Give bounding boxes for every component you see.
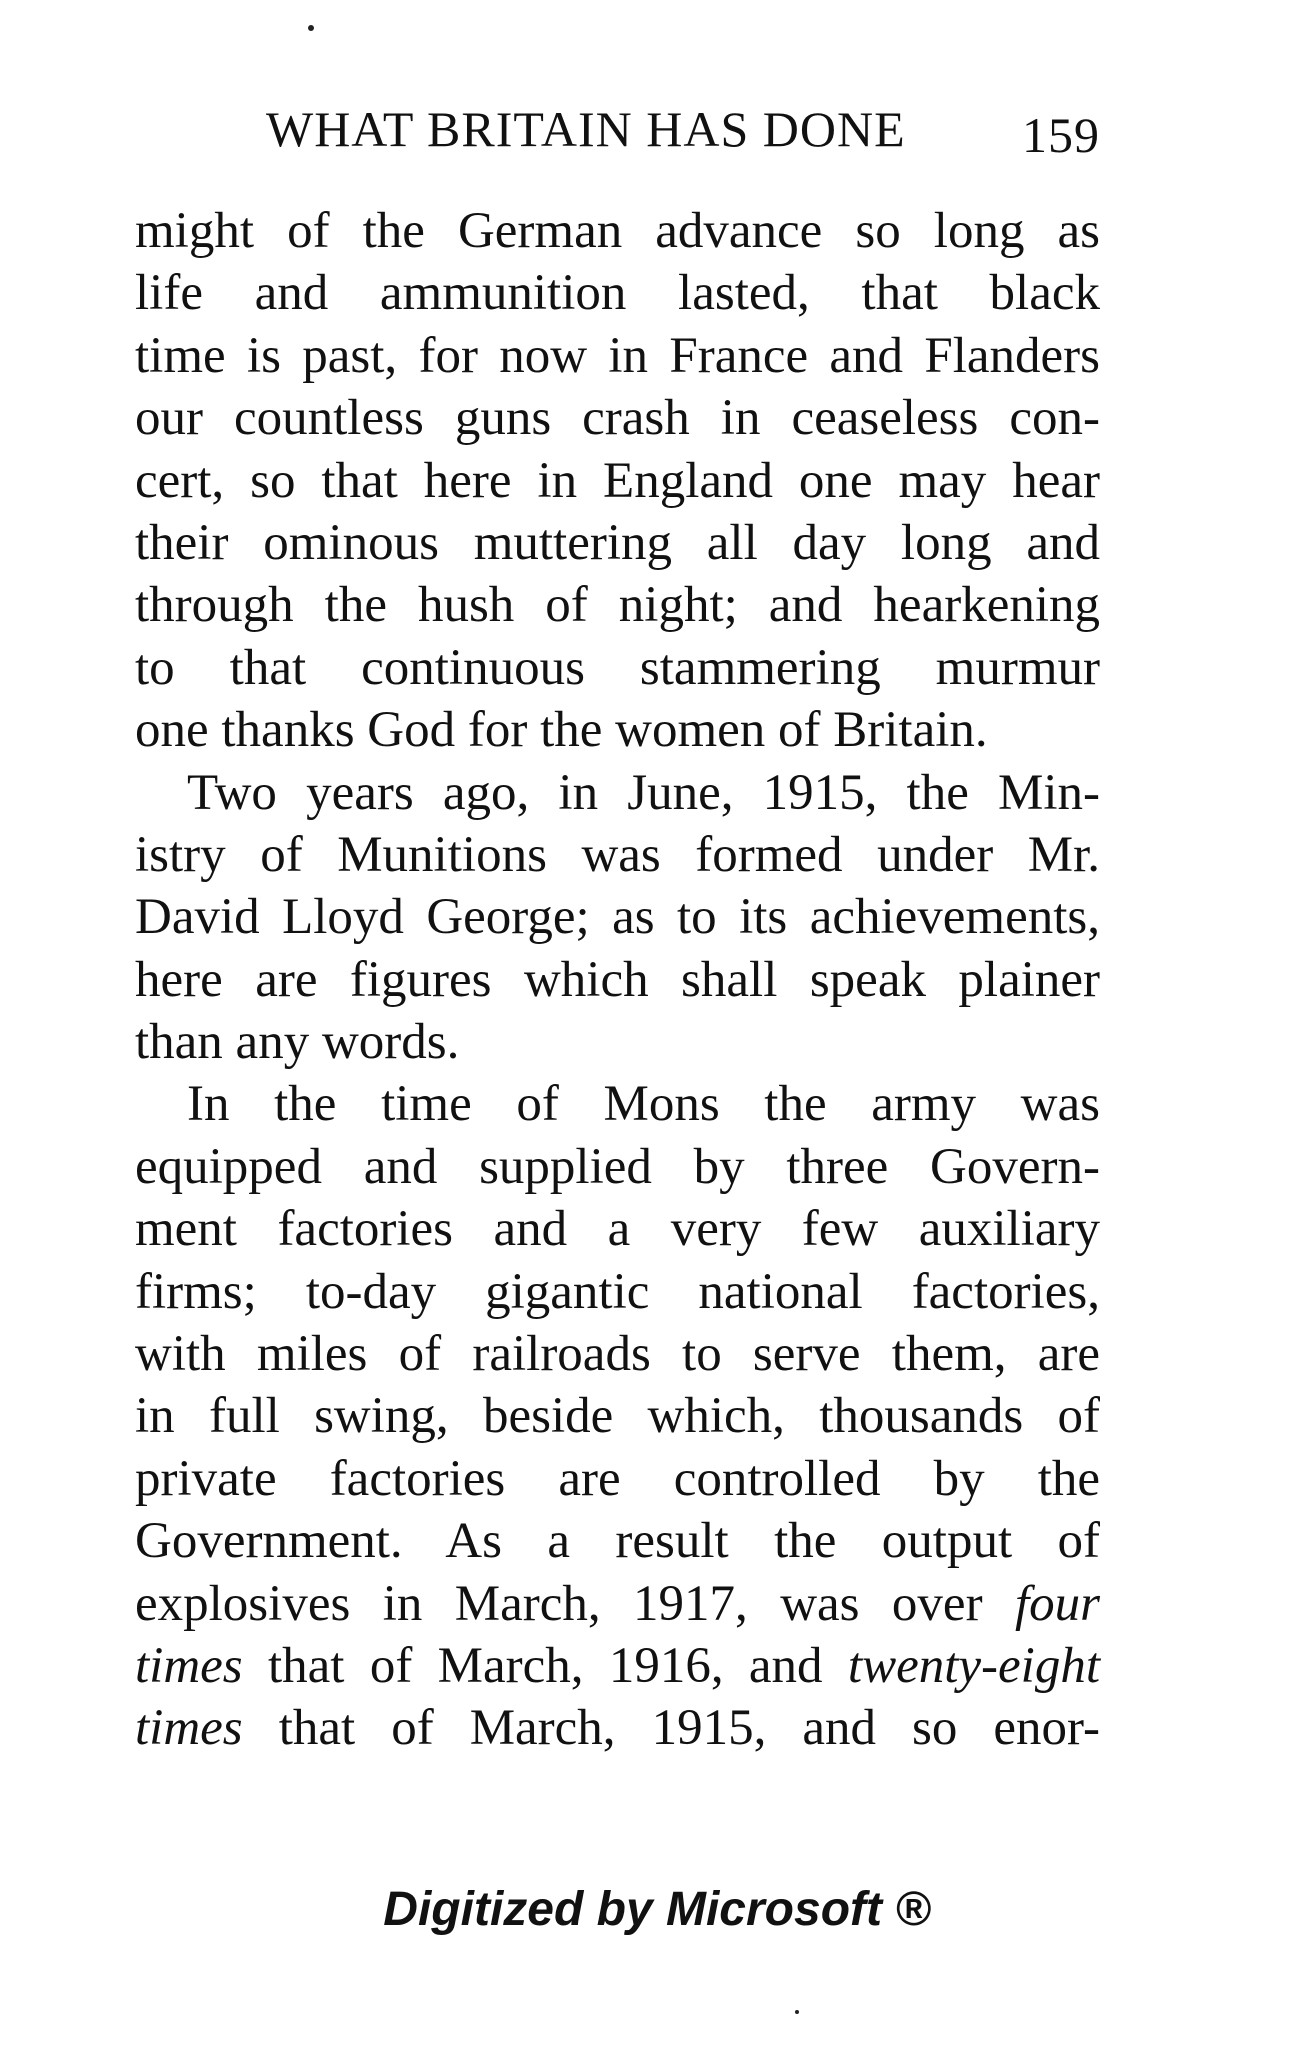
text-line: than any words. [135, 1014, 460, 1071]
text-line: cert, so that here in England one may hear [135, 452, 1100, 509]
text-segment: that of March, 1915, and so enor- [278, 1700, 1100, 1757]
scan-speck [795, 2010, 799, 2014]
text-line [135, 1697, 1100, 1759]
text-line: Two years ago, in June, 1915, the Min- [187, 764, 1100, 821]
text-line: ment factories and a very few auxiliary [135, 1201, 1100, 1258]
text-line: life and ammunition lasted, that black [135, 265, 1100, 322]
text-line: In the time of Mons the army was [187, 1076, 1100, 1133]
text-line: istry of Munitions was formed under Mr. [135, 826, 1100, 883]
text-line: David Lloyd George; as to its achievements, [135, 889, 1100, 946]
italic-emphasis: four [1014, 1575, 1101, 1632]
text-segment: that of March, 1916, and [268, 1637, 823, 1694]
text-line: through the hush of night; and hearkening [135, 577, 1100, 634]
italic-emphasis: times [135, 1700, 243, 1757]
text-line [135, 1573, 1100, 1635]
italic-emphasis: times [135, 1637, 243, 1694]
text-line: in full swing, beside which, thousands of [135, 1388, 1100, 1445]
text-segment: explosives in March, 1917, was over [135, 1575, 983, 1632]
text-line: here are figures which shall speak plainer [135, 951, 1100, 1008]
text-line [135, 1635, 1100, 1697]
text-line: to that continuous stammering murmur [135, 639, 1100, 696]
scan-speck [308, 25, 314, 31]
page-number: 159 [1022, 107, 1100, 163]
text-line: firms; to-day gigantic national factories, [135, 1263, 1100, 1320]
digitization-watermark: Digitized by Microsoft ® [383, 1883, 931, 1936]
running-title: WHAT BRITAIN HAS DONE [266, 101, 906, 157]
text-line: Government. As a result the output of [135, 1513, 1100, 1570]
text-line: one thanks God for the women of Britain. [135, 702, 988, 759]
text-line: private factories are controlled by the [135, 1450, 1100, 1507]
text-line: our countless guns crash in ceaseless con- [135, 390, 1100, 447]
text-line: their ominous muttering all day long and [135, 514, 1100, 571]
text-line: might of the German advance so long as [135, 203, 1100, 259]
text-line: equipped and supplied by three Govern- [135, 1138, 1100, 1195]
text-line: time is past, for now in France and Flanders [135, 327, 1100, 384]
text-line: with miles of railroads to serve them, are [135, 1326, 1100, 1383]
running-head [266, 100, 1100, 170]
body-text [135, 200, 1100, 1760]
italic-emphasis: twenty-eight [847, 1637, 1100, 1694]
